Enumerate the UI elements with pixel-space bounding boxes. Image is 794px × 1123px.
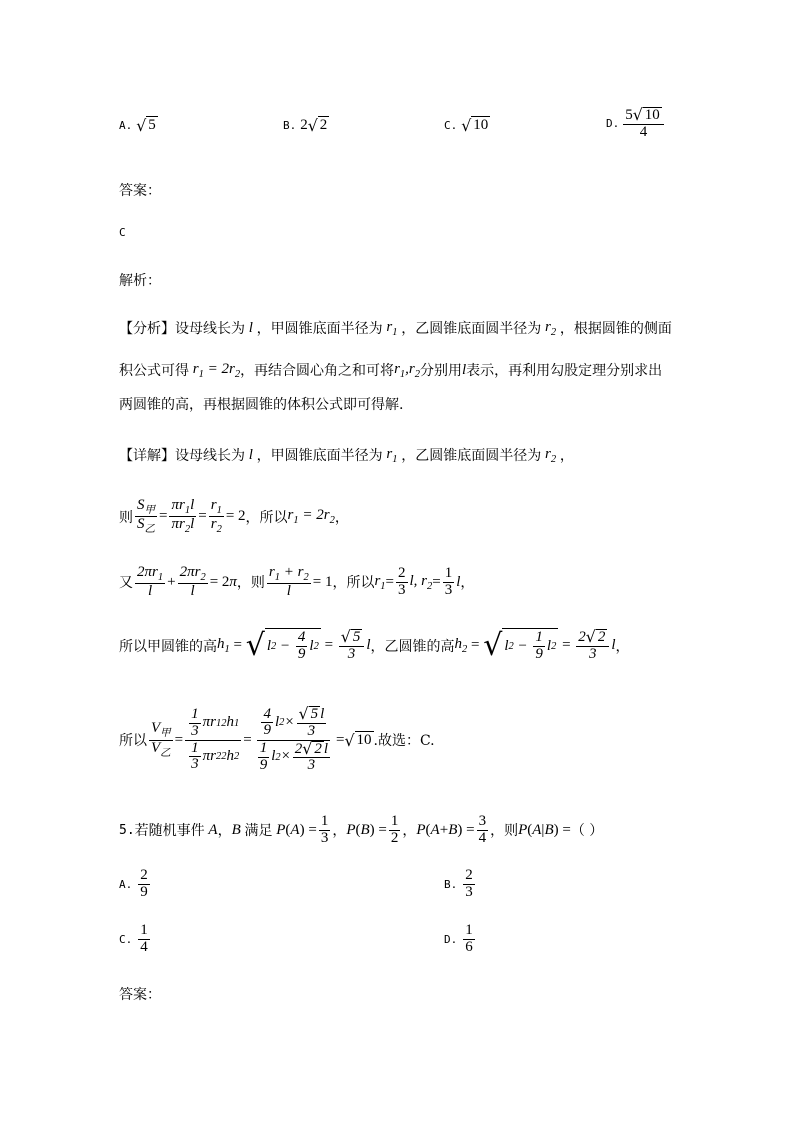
option-d bbox=[606, 107, 666, 141]
detail-line-3: 又 $\frac{2\pi r_1}{l}$ + $\frac{2\pi r_2}{l}$ = 2 π ，则 $\frac{r_1 + r_2}{l}$ = 1 ，所以 $r_1$ = $\frac{2}{3}$ l, $r_2$ = $\frac{1}{3}$ l ， bbox=[119, 564, 475, 600]
option-b-letter: B. bbox=[283, 119, 297, 132]
analysis-text: ，再结合圆心角之和可将 bbox=[240, 363, 395, 379]
detail-line-1: 【详解】 设母线长为 l ，甲圆锥底面半径为 $r_1$ ，乙圆锥底面圆半径为 $r_2$ ， bbox=[119, 445, 574, 465]
q5-option-d-den: 6 bbox=[465, 938, 473, 955]
answer-label: 答案： bbox=[119, 183, 161, 199]
detail-text: 所以 bbox=[119, 733, 147, 749]
detail-line-5: 所以 $\frac{V_甲}{V_乙}$ = $\frac{1}{3}$ πr 1 2 h 1 $\frac{1}{3}$ πr 2 2 h 2 = $\frac{4}{9}$ l 2 × √ 5 l 3 $\frac{1}{9}$ l 2 × 2 √ 2 l 3 = √ 10 .故选：C. bbox=[119, 704, 435, 774]
detail-text: ，乙圆锥底面圆半径为 bbox=[401, 448, 542, 464]
q5-option-c-letter: C. bbox=[119, 932, 133, 946]
detail-text: ， bbox=[559, 448, 574, 464]
option-a-value: √ 5 bbox=[136, 116, 156, 135]
analysis-line-1: 【分析】 设母线长为 l ，甲圆锥底面半径为 $r_1$ ，乙圆锥底面圆半径为 $r_2$ ，根据圆锥的侧面 bbox=[119, 318, 672, 338]
detail-line-2: 则 $\frac{S_甲}{S_乙}$ = $\frac{\pi r_1l}{\pi r_2l}$ = $\frac{r_1}{r_2}$ = 2 ，所以 $r_1 = 2r_2$ ， bbox=[119, 497, 349, 536]
option-b bbox=[283, 116, 329, 135]
analysis-tag: 【分析】 bbox=[119, 321, 175, 337]
analysis-label: 解析： bbox=[119, 273, 161, 289]
q5-option-b-den: 3 bbox=[465, 883, 473, 900]
analysis-text: 分别用 bbox=[420, 363, 462, 379]
q5-option-a-num: 2 bbox=[140, 867, 148, 883]
detail-text: ， bbox=[615, 638, 630, 655]
detail-line-4: 所以甲圆锥的高 $h_1$ = √ l 2 − $\frac{4}{9}$ l 2 = √ 5 3 l ，乙圆锥的高 $h_2$ = √ l 2 − $\frac{1}{9}$ l 2 = 2 √ 2 3 l ， bbox=[119, 626, 630, 663]
option-b-value: 2 √ 2 bbox=[300, 116, 328, 135]
analysis-line-2: 积公式可得 $r_1 = 2r_2$ ，再结合圆心角之和可将 $r_1,r_2$ 分别用 l 表示，再利用勾股定理分别求出 bbox=[119, 360, 663, 380]
detail-text: ，则 bbox=[236, 575, 265, 592]
q5-option-c-num: 1 bbox=[140, 922, 148, 938]
detail-tag: 【详解】 bbox=[119, 448, 175, 464]
analysis-text: 表示，再利用勾股定理分别求出 bbox=[466, 363, 663, 379]
detail-text: 则 bbox=[119, 509, 133, 526]
q5-option-a-den: 9 bbox=[140, 883, 148, 900]
analysis-text: 积公式可得 bbox=[119, 363, 189, 379]
option-a bbox=[119, 116, 158, 135]
option-a-letter: A. bbox=[119, 119, 133, 132]
answer-value: C bbox=[119, 226, 126, 239]
analysis-text: 设母线长为 bbox=[175, 321, 245, 337]
q5-option-d bbox=[444, 923, 477, 956]
q5-option-b bbox=[444, 868, 477, 901]
option-d-value: 5 √ 10 4 bbox=[623, 107, 664, 141]
q5-option-a bbox=[119, 868, 152, 901]
analysis-line-3: 两圆锥的高，再根据圆锥的体积公式即可得解. bbox=[119, 397, 404, 413]
analysis-text: ，甲圆锥底面半径为 bbox=[256, 321, 383, 337]
q5-option-d-num: 1 bbox=[465, 922, 473, 938]
analysis-text: ，乙圆锥底面圆半径为 bbox=[401, 321, 542, 337]
stem-text: ，则 bbox=[490, 823, 519, 840]
q5-option-c bbox=[119, 923, 152, 956]
analysis-text: ，根据圆锥的侧面 bbox=[559, 321, 672, 337]
q5-answer-label: 答案： bbox=[119, 987, 161, 1003]
q5-option-a-letter: A. bbox=[119, 877, 133, 891]
detail-text: 又 bbox=[119, 575, 133, 592]
detail-text: ，甲圆锥底面半径为 bbox=[256, 448, 383, 464]
detail-text: 设母线长为 bbox=[175, 448, 245, 464]
detail-text: ，所以 bbox=[245, 509, 288, 526]
detail-text: ，乙圆锥的高 bbox=[370, 638, 455, 655]
detail-text: ， bbox=[460, 575, 475, 592]
option-c-value: √ 10 bbox=[461, 116, 489, 135]
stem-text: 满足 bbox=[244, 823, 273, 840]
question-number: 5. bbox=[119, 822, 135, 838]
stem-text: 若随机事件 bbox=[134, 823, 205, 840]
option-c-letter: C. bbox=[444, 119, 458, 132]
detail-text: .故选：C. bbox=[373, 733, 435, 749]
q5-option-b-num: 2 bbox=[465, 867, 473, 883]
detail-text: 所以甲圆锥的高 bbox=[119, 638, 217, 655]
option-d-letter: D. bbox=[606, 117, 620, 131]
option-c bbox=[444, 116, 490, 135]
q5-option-d-letter: D. bbox=[444, 932, 458, 946]
stem-text: （ ） bbox=[570, 823, 604, 840]
detail-text: ，所以 bbox=[332, 575, 375, 592]
q5-option-c-den: 4 bbox=[140, 938, 148, 955]
q5-option-b-letter: B. bbox=[444, 877, 458, 891]
detail-text: ， bbox=[334, 509, 349, 526]
question-5-stem: 5. 若随机事件 A ， B 满足 P ( A ) = $\frac{1}{3}$ ， P ( B ) = $\frac{1}{2}$ ， P ( A + B ) = $\frac{3}{4}$ ，则 P ( A | B ) = （ ） bbox=[119, 813, 604, 846]
